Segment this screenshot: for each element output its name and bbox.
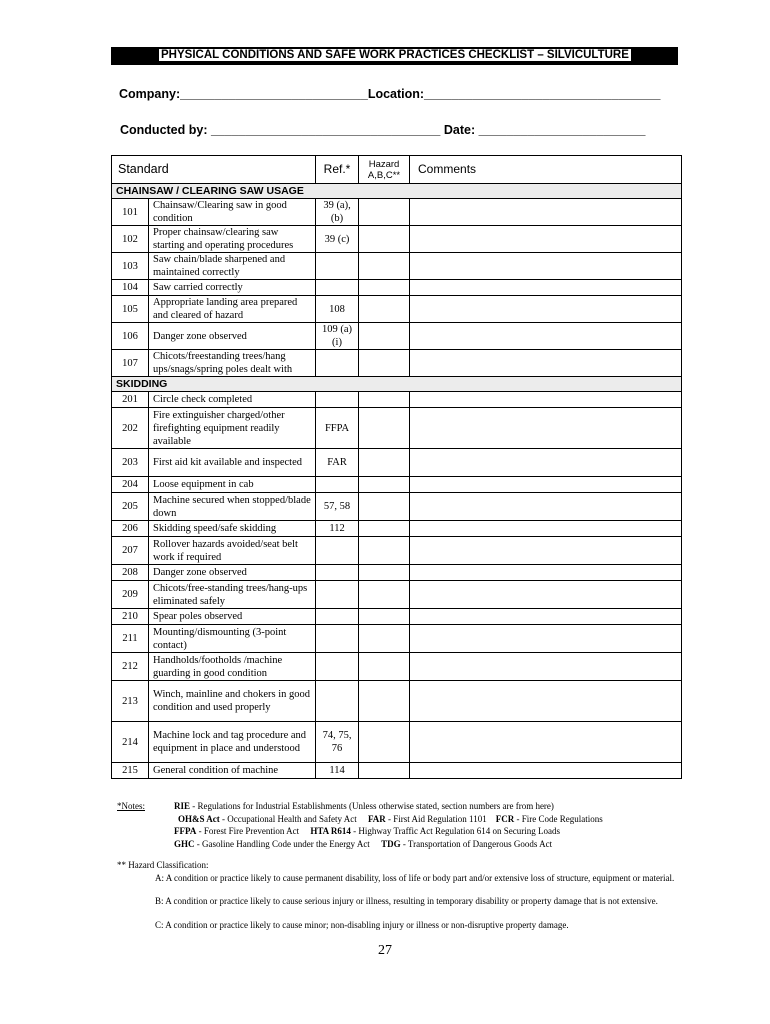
reference <box>316 609 359 625</box>
standard-description: General condition of machine <box>149 763 316 779</box>
hazard-cell[interactable] <box>359 493 410 521</box>
reference <box>316 581 359 609</box>
standard-number: 209 <box>112 581 149 609</box>
checklist-body <box>112 184 682 779</box>
standard-number: 207 <box>112 537 149 565</box>
table-row <box>112 350 682 377</box>
notes-line-3 <box>174 825 560 838</box>
table-row <box>112 763 682 779</box>
standard-description: Chicots/free-standing trees/hang-ups eliminated safely <box>149 581 316 609</box>
section-row <box>112 184 682 199</box>
standard-number: 106 <box>112 323 149 350</box>
hazard-cell[interactable] <box>359 565 410 581</box>
abbr-tdg: TDG <box>381 838 401 849</box>
table-row <box>112 449 682 477</box>
table-row <box>112 296 682 323</box>
comments-cell[interactable] <box>410 392 682 408</box>
text-far: - First Aid Regulation 1101 <box>385 813 487 824</box>
table-row <box>112 581 682 609</box>
comments-cell[interactable] <box>410 350 682 377</box>
text-hta: - Highway Traffic Act Regulation 614 on Securing Loads <box>350 826 560 836</box>
comments-cell[interactable] <box>410 763 682 779</box>
reference: 74, 75, 76 <box>316 722 359 763</box>
standard-number: 202 <box>112 408 149 449</box>
reference: 114 <box>316 763 359 779</box>
comments-cell[interactable] <box>410 681 682 722</box>
hazard-cell[interactable] <box>359 537 410 565</box>
reference <box>316 565 359 581</box>
standard-description: Handholds/footholds /machine guarding in good condition <box>149 653 316 681</box>
standard-description: Winch, mainline and chokers in good condition and used properly <box>149 681 316 722</box>
hazard-cell[interactable] <box>359 280 410 296</box>
hazard-cell[interactable] <box>359 477 410 493</box>
standard-description: Mounting/dismounting (3-point contact) <box>149 625 316 653</box>
standard-number: 210 <box>112 609 149 625</box>
hazard-cell[interactable] <box>359 521 410 537</box>
hazard-c: C: A condition or practice likely to cause minor; non-disabling injury or illness or non-disruptive property damage. <box>155 920 569 930</box>
comments-cell[interactable] <box>410 323 682 350</box>
standard-description: Rollover hazards avoided/seat belt work if required <box>149 537 316 565</box>
comments-cell[interactable] <box>410 493 682 521</box>
table-row <box>112 537 682 565</box>
standard-number: 107 <box>112 350 149 377</box>
page-title: PHYSICAL CONDITIONS AND SAFE WORK PRACTICES CHECKLIST – SILVICULTURE <box>161 49 629 61</box>
section-row <box>112 377 682 392</box>
standard-number: 102 <box>112 226 149 253</box>
header-hazard <box>359 156 410 184</box>
reference: 39 (a), (b) <box>316 199 359 226</box>
abbr-ghc: GHC <box>174 838 195 849</box>
standard-description: First aid kit available and inspected <box>149 449 316 477</box>
hazard-heading: ** Hazard Classification: <box>117 860 209 870</box>
hazard-b: B: A condition or practice likely to cause serious injury or illness, resulting in temporary disability or property damage that is not extensive. <box>155 896 658 906</box>
table-row <box>112 280 682 296</box>
standard-number: 204 <box>112 477 149 493</box>
standard-description: Appropriate landing area prepared and cleared of hazard <box>149 296 316 323</box>
standard-number: 206 <box>112 521 149 537</box>
table-row <box>112 681 682 722</box>
section-title: CHAINSAW / CLEARING SAW USAGE <box>112 184 682 199</box>
abbr-fcr: FCR <box>495 813 515 824</box>
comments-cell[interactable] <box>410 521 682 537</box>
reference <box>316 392 359 408</box>
text-rie: - Regulations for Industrial Establishments (Unless otherwise stated, section numbers are from here) <box>190 801 554 811</box>
standard-number: 208 <box>112 565 149 581</box>
table-row <box>112 493 682 521</box>
standard-description: Skidding speed/safe skidding <box>149 521 316 537</box>
text-tdg: - Transportation of Dangerous Goods Act <box>400 838 553 849</box>
header-hazard-line2: A,B,C** <box>367 169 401 181</box>
hazard-cell[interactable] <box>359 392 410 408</box>
header-hazard-line1: Hazard <box>368 158 400 170</box>
comments-cell[interactable] <box>410 537 682 565</box>
checklist-table <box>111 155 682 779</box>
standard-description: Machine lock and tag procedure and equipment in place and understood <box>149 722 316 763</box>
comments-cell[interactable] <box>410 609 682 625</box>
text-ffpa: - Forest Fire Prevention Act <box>196 826 300 836</box>
abbr-rie: RIE <box>174 801 191 811</box>
reference: 109 (a)(i) <box>316 323 359 350</box>
hazard-cell[interactable] <box>359 609 410 625</box>
standard-number: 215 <box>112 763 149 779</box>
table-row <box>112 226 682 253</box>
standard-number: 201 <box>112 392 149 408</box>
reference: FFPA <box>316 408 359 449</box>
hazard-cell[interactable] <box>359 199 410 226</box>
standard-description: Proper chainsaw/clearing saw starting and operating procedures <box>149 226 316 253</box>
notes-line-4 <box>174 838 552 851</box>
header-ref: Ref.* <box>316 156 359 184</box>
table-row <box>112 521 682 537</box>
table-row <box>112 392 682 408</box>
reference <box>316 350 359 377</box>
page-number: 27 <box>378 943 392 958</box>
reference: 57, 58 <box>316 493 359 521</box>
abbr-ffpa: FFPA <box>174 826 197 836</box>
hazard-cell[interactable] <box>359 253 410 280</box>
hazard-cell[interactable] <box>359 625 410 653</box>
text-ghc: - Gasoline Handling Code under the Energy Act <box>194 838 370 849</box>
comments-cell[interactable] <box>410 722 682 763</box>
comments-cell[interactable] <box>410 408 682 449</box>
reference <box>316 625 359 653</box>
reference <box>316 653 359 681</box>
reference: 39 (c) <box>316 226 359 253</box>
standard-number: 214 <box>112 722 149 763</box>
hazard-cell[interactable] <box>359 449 410 477</box>
table-row <box>112 408 682 449</box>
comments-cell[interactable] <box>410 226 682 253</box>
standard-description: Fire extinguisher charged/other firefighting equipment readily available <box>149 408 316 449</box>
comments-cell[interactable] <box>410 653 682 681</box>
standard-description: Danger zone observed <box>149 323 316 350</box>
abbr-hta: HTA R614 <box>310 826 351 836</box>
table-row <box>112 625 682 653</box>
abbr-ohs: OH&S Act <box>178 813 220 824</box>
standard-description: Spear poles observed <box>149 609 316 625</box>
hazard-cell[interactable] <box>359 763 410 779</box>
standard-number: 203 <box>112 449 149 477</box>
title-bar <box>111 47 678 65</box>
reference: 112 <box>316 521 359 537</box>
hazard-cell[interactable] <box>359 581 410 609</box>
table-row <box>112 722 682 763</box>
standard-number: 211 <box>112 625 149 653</box>
reference <box>316 681 359 722</box>
comments-cell[interactable] <box>410 477 682 493</box>
comments-cell[interactable] <box>410 449 682 477</box>
hazard-cell[interactable] <box>359 323 410 350</box>
reference: 108 <box>316 296 359 323</box>
notes-line-2 <box>178 813 603 826</box>
hazard-cell[interactable] <box>359 653 410 681</box>
comments-cell[interactable] <box>410 565 682 581</box>
conducted-date-line[interactable]: Conducted by: _________________________________ Date: ________________________ <box>120 123 646 137</box>
table-row <box>112 323 682 350</box>
comments-cell[interactable] <box>410 296 682 323</box>
table-row <box>112 565 682 581</box>
table-row <box>112 199 682 226</box>
header-comments: Comments <box>410 156 682 184</box>
comments-cell[interactable] <box>410 581 682 609</box>
standard-description: Loose equipment in cab <box>149 477 316 493</box>
text-ohs: - Occupational Health and Safety Act <box>219 813 357 824</box>
hazard-cell[interactable] <box>359 681 410 722</box>
table-row <box>112 477 682 493</box>
comments-cell[interactable] <box>410 199 682 226</box>
hazard-cell[interactable] <box>359 408 410 449</box>
comments-cell[interactable] <box>410 625 682 653</box>
table-row <box>112 253 682 280</box>
reference <box>316 280 359 296</box>
standard-number: 105 <box>112 296 149 323</box>
comments-cell[interactable] <box>410 280 682 296</box>
standard-description: Machine secured when stopped/blade down <box>149 493 316 521</box>
standard-description: Danger zone observed <box>149 565 316 581</box>
table-row <box>112 609 682 625</box>
standard-number: 104 <box>112 280 149 296</box>
standard-description: Circle check completed <box>149 392 316 408</box>
company-location-line[interactable]: Company:___________________________Location:__________________________________ <box>119 87 661 101</box>
standard-description: Saw carried correctly <box>149 280 316 296</box>
table-header-row <box>112 156 682 184</box>
standard-description: Chicots/freestanding trees/hang ups/snags/spring poles dealt with <box>149 350 316 377</box>
reference <box>316 477 359 493</box>
reference <box>316 253 359 280</box>
section-title: SKIDDING <box>112 377 682 392</box>
comments-cell[interactable] <box>410 253 682 280</box>
notes-label: *Notes: <box>117 801 145 811</box>
standard-number: 213 <box>112 681 149 722</box>
notes-line-1 <box>174 800 554 813</box>
header-standard: Standard <box>112 156 316 184</box>
hazard-cell[interactable] <box>359 722 410 763</box>
standard-description: Saw chain/blade sharpened and maintained correctly <box>149 253 316 280</box>
standard-number: 101 <box>112 199 149 226</box>
standard-number: 205 <box>112 493 149 521</box>
standard-number: 103 <box>112 253 149 280</box>
hazard-cell[interactable] <box>359 226 410 253</box>
standard-description: Chainsaw/Clearing saw in good condition <box>149 199 316 226</box>
text-fcr: - Fire Code Regulations <box>514 813 603 824</box>
table-row <box>112 653 682 681</box>
hazard-cell[interactable] <box>359 350 410 377</box>
hazard-a: A: A condition or practice likely to cause permanent disability, loss of life or body part and/or extensive loss of structure, equipment or material. <box>155 873 675 883</box>
standard-number: 212 <box>112 653 149 681</box>
reference: FAR <box>316 449 359 477</box>
hazard-cell[interactable] <box>359 296 410 323</box>
abbr-far: FAR <box>367 813 386 824</box>
reference <box>316 537 359 565</box>
